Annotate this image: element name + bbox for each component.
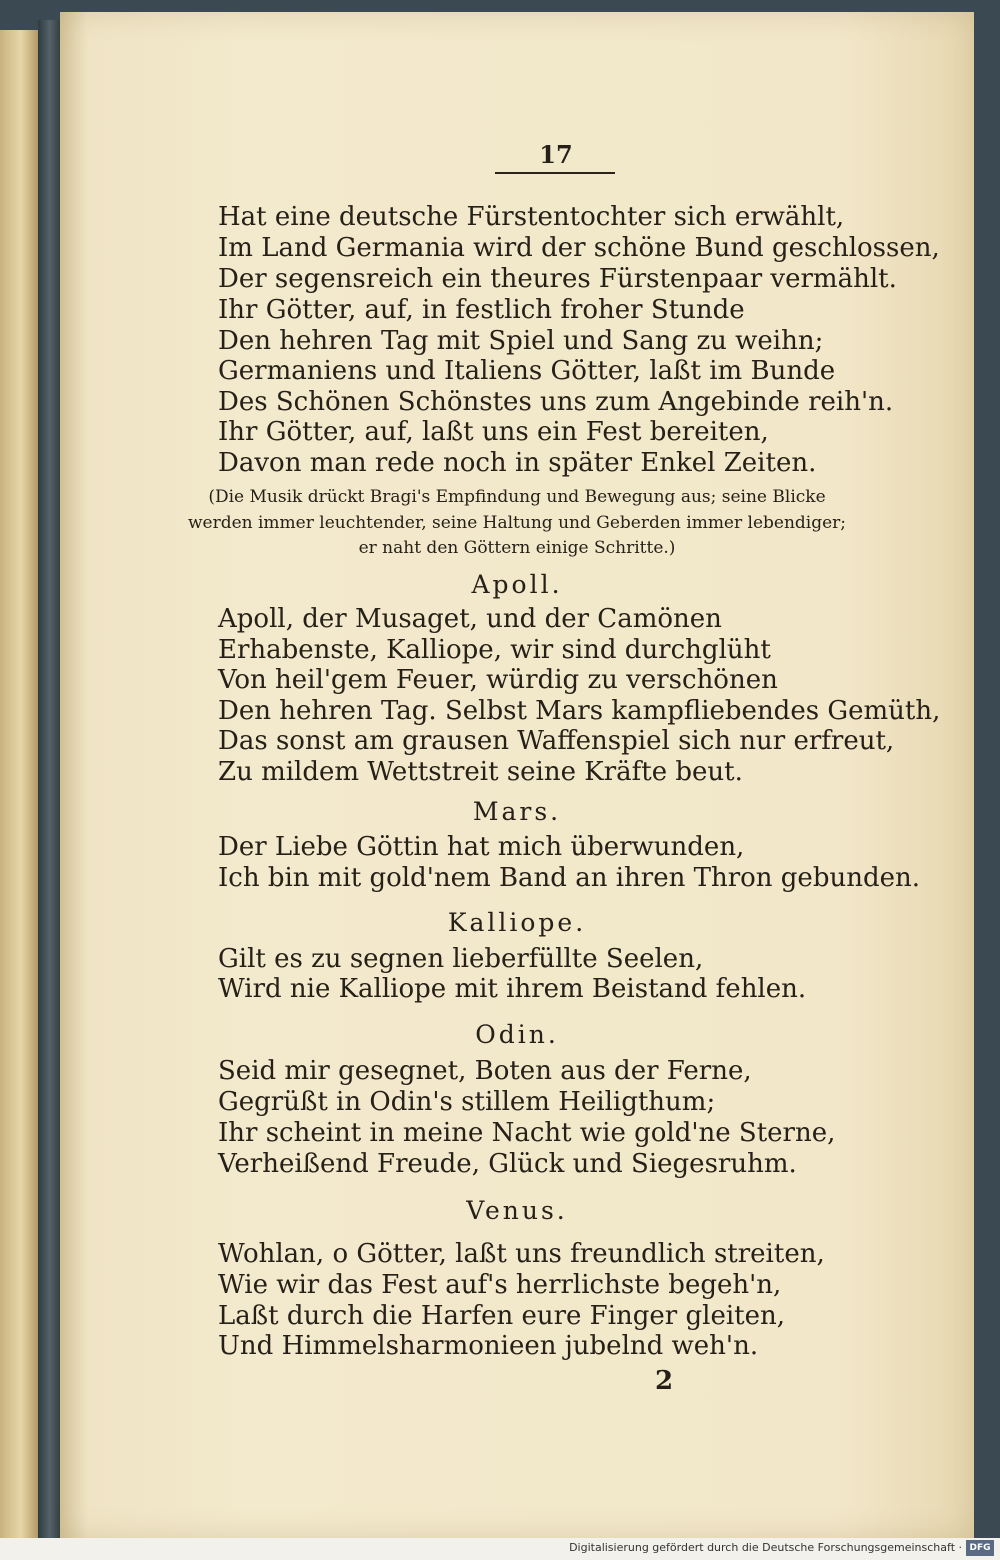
verse-line: Ihr Götter, auf, laßt uns ein Fest bereiten, bbox=[218, 417, 769, 447]
verse-line: Verheißend Freude, Glück und Siegesruhm. bbox=[218, 1149, 797, 1179]
funding-credit: Digitalisierung gefördert durch die Deutsche Forschungsgemeinschaft · bbox=[569, 1541, 962, 1554]
verse-line: Apoll, der Musaget, und der Camönen bbox=[218, 604, 722, 634]
verse-line: Wird nie Kalliope mit ihrem Beistand fehlen. bbox=[218, 974, 807, 1004]
signature-mark: 2 bbox=[655, 1366, 674, 1396]
speaker-odin: Odin. bbox=[475, 1020, 559, 1049]
verse-line: Der Liebe Göttin hat mich überwunden, bbox=[218, 832, 745, 862]
verse-line: Laßt durch die Harfen eure Finger gleiten, bbox=[218, 1301, 786, 1331]
verse-line: Wie wir das Fest auf's herrlichste begeh'n, bbox=[218, 1270, 782, 1300]
verse-line: Und Himmelsharmonieen jubelnd weh'n. bbox=[218, 1331, 759, 1361]
speaker-mars: Mars. bbox=[472, 797, 562, 826]
verse-line: Ich bin mit gold'nem Band an ihren Thron gebunden. bbox=[218, 863, 920, 893]
verse-line: Wohlan, o Götter, laßt uns freundlich streiten, bbox=[218, 1239, 825, 1269]
verse-line: Germaniens und Italiens Götter, laßt im Bunde bbox=[218, 356, 836, 386]
verse-line: Zu mildem Wettstreit seine Kräfte beut. bbox=[218, 757, 743, 787]
verse-line: Das sonst am grausen Waffenspiel sich nur erfreut, bbox=[218, 726, 895, 756]
verse-line: Ihr scheint in meine Nacht wie gold'ne Sterne, bbox=[218, 1118, 836, 1148]
verse-line: Ihr Götter, auf, in festlich froher Stunde bbox=[218, 295, 745, 325]
speaker-venus: Venus. bbox=[466, 1196, 568, 1225]
stage-direction-line: (Die Musik drückt Bragi's Empfindung und Bewegung aus; seine Blicke bbox=[208, 487, 826, 507]
verse-line: Seid mir gesegnet, Boten aus der Ferne, bbox=[218, 1056, 752, 1086]
speaker-apoll: Apoll. bbox=[471, 570, 563, 599]
verse-line: Davon man rede noch in später Enkel Zeiten. bbox=[218, 448, 817, 478]
page-number-rule bbox=[495, 172, 615, 174]
page-number: 17 bbox=[539, 140, 573, 169]
verse-line: Den hehren Tag. Selbst Mars kampfliebendes Gemüth, bbox=[218, 696, 941, 726]
previous-page-edge bbox=[0, 30, 40, 1538]
verse-line: Gilt es zu segnen lieberfüllte Seelen, bbox=[218, 944, 704, 974]
verse-line: Der segensreich ein theures Fürstenpaar vermählt. bbox=[218, 264, 897, 294]
verse-line: Im Land Germania wird der schöne Bund geschlossen, bbox=[218, 233, 940, 263]
verse-line: Gegrüßt in Odin's stillem Heiligthum; bbox=[218, 1087, 716, 1117]
verse-line: Den hehren Tag mit Spiel und Sang zu weihn; bbox=[218, 326, 824, 356]
verse-line: Des Schönen Schönstes uns zum Angebinde reih'n. bbox=[218, 387, 894, 417]
speaker-kalliope: Kalliope. bbox=[447, 908, 587, 937]
verse-line: Erhabenste, Kalliope, wir sind durchglüht bbox=[218, 635, 771, 665]
dfg-logo: DFG bbox=[966, 1540, 994, 1556]
book-page bbox=[60, 12, 974, 1538]
verse-line: Hat eine deutsche Fürstentochter sich erwählt, bbox=[218, 202, 845, 232]
stage-direction-line: werden immer leuchtender, seine Haltung und Geberden immer lebendiger; bbox=[187, 513, 847, 533]
verse-line: Von heil'gem Feuer, würdig zu verschönen bbox=[218, 665, 778, 695]
stage-direction-line: er naht den Göttern einige Schritte.) bbox=[358, 538, 676, 558]
